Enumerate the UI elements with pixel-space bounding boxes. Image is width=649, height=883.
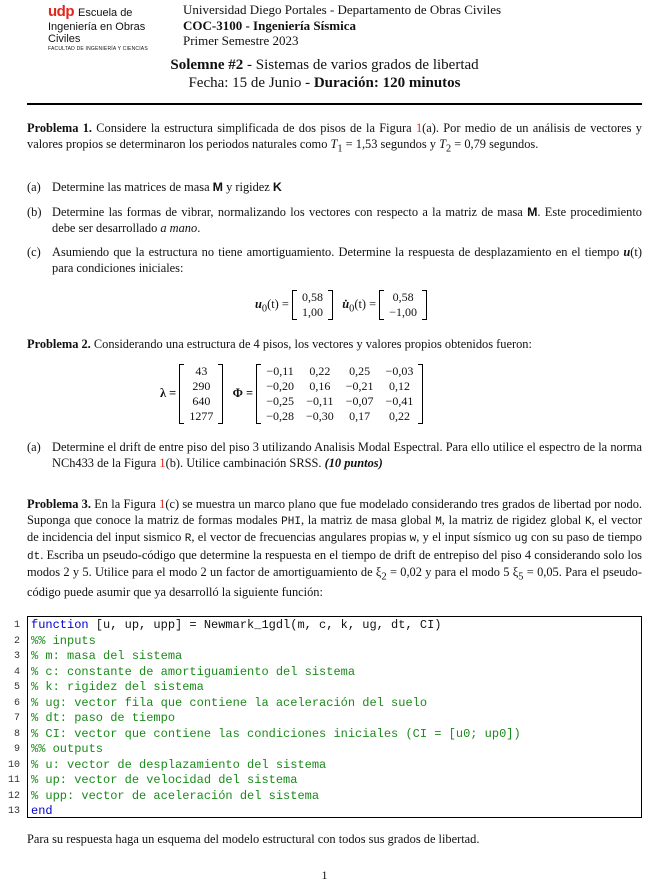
code-line-number: 7 <box>13 713 20 724</box>
phi-symbol: Φ = <box>232 385 254 400</box>
exam-date <box>0 75 649 92</box>
p1-item-c <box>27 245 642 276</box>
p3-text: (c) se muestra un marco plano que fue modelado considerando tres grados de libertad por nodo. Suponga que conoce la matriz de formas modales <box>27 497 642 527</box>
item-label: (a) <box>27 440 41 454</box>
problem-3-closing: Para su respuesta haga un esquema del modelo estructural con todos sus grados de libertad. <box>27 832 480 846</box>
p3-text: En la Figura <box>94 497 160 511</box>
code-var: K <box>584 515 592 528</box>
p3-text: , el vector de frecuencias angulares propias <box>191 530 410 545</box>
code-line <box>31 649 521 665</box>
code-comment: % upp: vector de aceleración del sistema <box>31 788 320 803</box>
code-comment: % m: masa del sistema <box>31 649 183 663</box>
code-var: R <box>184 533 192 546</box>
phi-cell: 0,25 <box>349 364 371 378</box>
code-comment: % u: vector de desplazamiento del sistema <box>31 757 327 772</box>
p3-text: , la matriz de rigidez global <box>441 512 585 527</box>
code-line <box>31 727 521 743</box>
lambda-val: 290 <box>192 379 211 393</box>
v0-val: −1,00 <box>389 305 418 319</box>
course-name: COC-3100 - Ingeniería Sísmica <box>183 17 356 33</box>
item-text: y rigidez <box>223 180 273 194</box>
code-comment: % dt: paso de tiempo <box>31 711 176 725</box>
problem-1-intro <box>27 121 642 157</box>
phi-cell: 0,22 <box>309 364 331 378</box>
phi-cell: −0,11 <box>266 364 294 378</box>
code-line-number: 9 <box>13 744 20 755</box>
phi-cell: −0,07 <box>345 394 374 408</box>
phi-cell: 0,22 <box>388 409 410 423</box>
code-comment: % ug: vector fila que contiene la aceleración del suelo <box>31 695 428 710</box>
logo-line2: Ingeniería en Obras Civiles <box>48 21 146 45</box>
phi-cell: 0,12 <box>388 379 410 393</box>
lambda-symbol: λ = <box>160 385 177 400</box>
code-keyword: function <box>31 618 89 632</box>
v0-vector <box>379 290 427 320</box>
item-italic: a mano <box>160 220 198 235</box>
mass-matrix-symbol: M <box>527 205 538 219</box>
code-comment: % up: vector de velocidad del sistema <box>31 773 298 787</box>
code-line <box>31 711 521 727</box>
p3-text: , la matriz de masa global <box>300 512 436 527</box>
semester: Primer Semestre 2023 <box>183 33 299 48</box>
p3-text: , y el input sísmico <box>416 530 515 545</box>
p3-text: con su paso de tiempo <box>527 530 643 545</box>
phi-cell: 0,16 <box>309 379 331 393</box>
v0-val: 0,58 <box>392 290 414 304</box>
code-line <box>31 665 521 681</box>
exam-date-text: Fecha: 15 de Junio - <box>188 75 314 91</box>
item-text: para condiciones iniciales: <box>52 260 184 275</box>
item-text: Determine las matrices de masa <box>52 180 213 194</box>
code-comment: %% outputs <box>31 742 104 756</box>
lambda-val: 1277 <box>189 409 214 423</box>
code-var: dt <box>27 550 41 563</box>
t2-value: = 0,79 segundos. <box>451 136 539 151</box>
initial-conditions <box>255 290 427 320</box>
code-line-number: 13 <box>7 806 20 817</box>
item-text: (b). Utilice cambinación SRSS. <box>165 455 325 470</box>
code-line-number: 8 <box>13 728 20 740</box>
code-comment: % k: rigidez del sistema <box>31 680 204 694</box>
problem-3-intro <box>27 497 642 601</box>
stiffness-matrix-symbol: K <box>272 180 282 194</box>
v0-sub: 0 <box>349 303 355 315</box>
phi-cell: 0,17 <box>349 409 371 423</box>
t1-symbol: T <box>330 136 338 151</box>
xi-sub: 2 <box>381 571 387 583</box>
code-line <box>31 696 521 712</box>
code-line-number: 12 <box>7 790 20 802</box>
t1-sub: 1 <box>337 143 343 155</box>
p3-text: = 0,05. Para el pseudo-código puede asumir que ya desarrolló la siguiente función: <box>27 565 642 600</box>
phi-matrix <box>256 364 423 424</box>
header-rule <box>27 103 642 105</box>
logo-line3: FACULTAD DE INGENIERÍA Y CIENCIAS <box>48 46 148 52</box>
item-label: (c) <box>27 245 41 259</box>
page-number: 1 <box>321 868 328 882</box>
phi-cell: −0,20 <box>266 379 294 393</box>
problem-2-label: Problema 2. <box>27 337 91 351</box>
university-name: Universidad Diego Portales - Departamento de Obras Civiles <box>183 2 502 17</box>
exam-title <box>0 57 649 74</box>
mass-matrix-symbol: M <box>212 180 223 194</box>
lambda-val: 43 <box>195 364 208 378</box>
code-line-number: 6 <box>13 697 20 709</box>
udp-logo <box>48 3 178 52</box>
item-text: Determine el drift de entre piso del piso 3 utilizando Analisis Modal Espectral. Para ello utilice el espectro de la norma NCh433 de la Figura <box>52 440 642 470</box>
code-line <box>31 618 521 634</box>
item-label: (a) <box>27 180 41 194</box>
phi-cell: −0,30 <box>305 409 334 423</box>
header-info <box>183 2 501 49</box>
phi-cell: −0,41 <box>385 394 414 408</box>
problem-3-label: Problema 3. <box>27 497 91 511</box>
code-keyword: end <box>31 804 53 818</box>
lambda-val: 640 <box>192 394 211 408</box>
u0-val: 0,58 <box>301 290 323 304</box>
t2-symbol: T <box>439 136 446 151</box>
eigen-results <box>160 364 423 424</box>
code-comment: %% inputs <box>31 633 96 648</box>
udp-mark: udp <box>48 3 74 20</box>
code-line-number: 4 <box>13 666 20 678</box>
code-line-number: 1 <box>13 620 20 631</box>
p2-item-a <box>27 440 642 471</box>
t2-sub: 2 <box>445 143 452 155</box>
phi-cell: −0,11 <box>306 394 334 408</box>
exam-title-bold: Solemne #2 <box>170 57 244 73</box>
points-label: (10 puntos) <box>324 455 383 470</box>
figure-1-link[interactable]: 1 <box>415 121 423 135</box>
u0-rhs: (t) = <box>267 296 289 311</box>
figure-1-link[interactable]: 1 <box>159 455 166 470</box>
code-line <box>31 634 521 650</box>
code-line-number: 3 <box>13 651 20 662</box>
code-var: w <box>409 533 417 546</box>
code-line-number: 11 <box>7 775 20 786</box>
code-line <box>31 773 521 789</box>
item-text: (t) <box>630 245 642 259</box>
v0-symbol: u̇ <box>342 296 350 311</box>
p1-text: Considere la estructura simplificada de dos pisos de la Figura <box>96 121 416 135</box>
code-line-number: 10 <box>7 759 20 771</box>
code-line-number: 5 <box>13 682 20 693</box>
item-text: Determine las formas de vibrar, normalizando los vectores con respecto a la matriz de masa <box>52 205 528 219</box>
code-line <box>31 804 521 820</box>
p3-text: = 0,02 y para el modo 5 ξ <box>386 565 519 580</box>
p3-text: . Escriba un pseudo-código que determine la respuesta en el tiempo de drift de entrepiso del piso 4 considerando solo los modos 2 y 5. Utilice para el modo 2 un factor de amortiguamiento de ξ <box>27 547 642 580</box>
code-line <box>31 742 521 758</box>
u0-vector <box>292 290 333 320</box>
code-comment: % CI: vector que contiene las condiciones iniciales (CI = [u0; up0]) <box>31 726 521 741</box>
v0-rhs: (t) = <box>354 296 377 311</box>
code-comment: % c: constante de amortiguamiento del sistema <box>31 664 356 679</box>
item-label: (b) <box>27 205 42 219</box>
item-text: . Este procedimiento debe ser desarrollado <box>52 205 642 235</box>
code-listing <box>31 618 521 820</box>
exam-duration: Duración: 120 minutos <box>313 75 461 91</box>
item-text: Asumiendo que la estructura no tiene amortiguamiento. Determine la respuesta de desplazamiento en el tiempo <box>52 245 624 259</box>
p1-item-a <box>27 180 642 196</box>
code-var: PHI <box>281 515 301 528</box>
p2-text: Considerando una estructura de 4 pisos, los vectores y valores propios obtenidos fueron: <box>93 337 532 351</box>
phi-cell: −0,25 <box>266 394 294 408</box>
u0-sub: 0 <box>261 303 268 315</box>
figure-1-link[interactable]: 1 <box>159 497 166 511</box>
lambda-vector <box>179 364 223 424</box>
problem-1-label: Problema 1. <box>27 121 92 135</box>
p1-item-b <box>27 205 642 236</box>
code-var: M <box>435 515 442 528</box>
code-var: ug <box>514 533 528 546</box>
u-symbol: u <box>623 245 631 259</box>
code-line-number: 2 <box>13 635 20 647</box>
item-text: . <box>197 220 201 235</box>
logo-line1: Escuela de <box>78 7 133 19</box>
u0-val: 1,00 <box>301 305 323 319</box>
problem-2-intro <box>27 337 642 353</box>
p3-text: , el vector de incidencia del input sismico <box>27 512 643 545</box>
code-text: [u, up, upp] = Newmark_1gdl(m, c, k, ug, dt, CI) <box>88 618 442 632</box>
exam-title-rest: - Sistemas de varios grados de libertad <box>243 57 479 73</box>
phi-cell: −0,03 <box>385 364 414 378</box>
u0-symbol: u <box>255 296 262 311</box>
p1-text: (a). Por medio de un análisis de vectores y valores propios se determinaron los periodos naturales como <box>27 121 642 151</box>
code-line <box>31 789 521 805</box>
code-line-numbers <box>0 618 20 820</box>
xi-sub: 5 <box>518 571 524 583</box>
phi-cell: −0,21 <box>345 379 374 393</box>
code-line <box>31 680 521 696</box>
phi-cell: −0,28 <box>266 409 294 423</box>
t1-value: = 1,53 segundos y <box>342 136 440 151</box>
code-line <box>31 758 521 774</box>
